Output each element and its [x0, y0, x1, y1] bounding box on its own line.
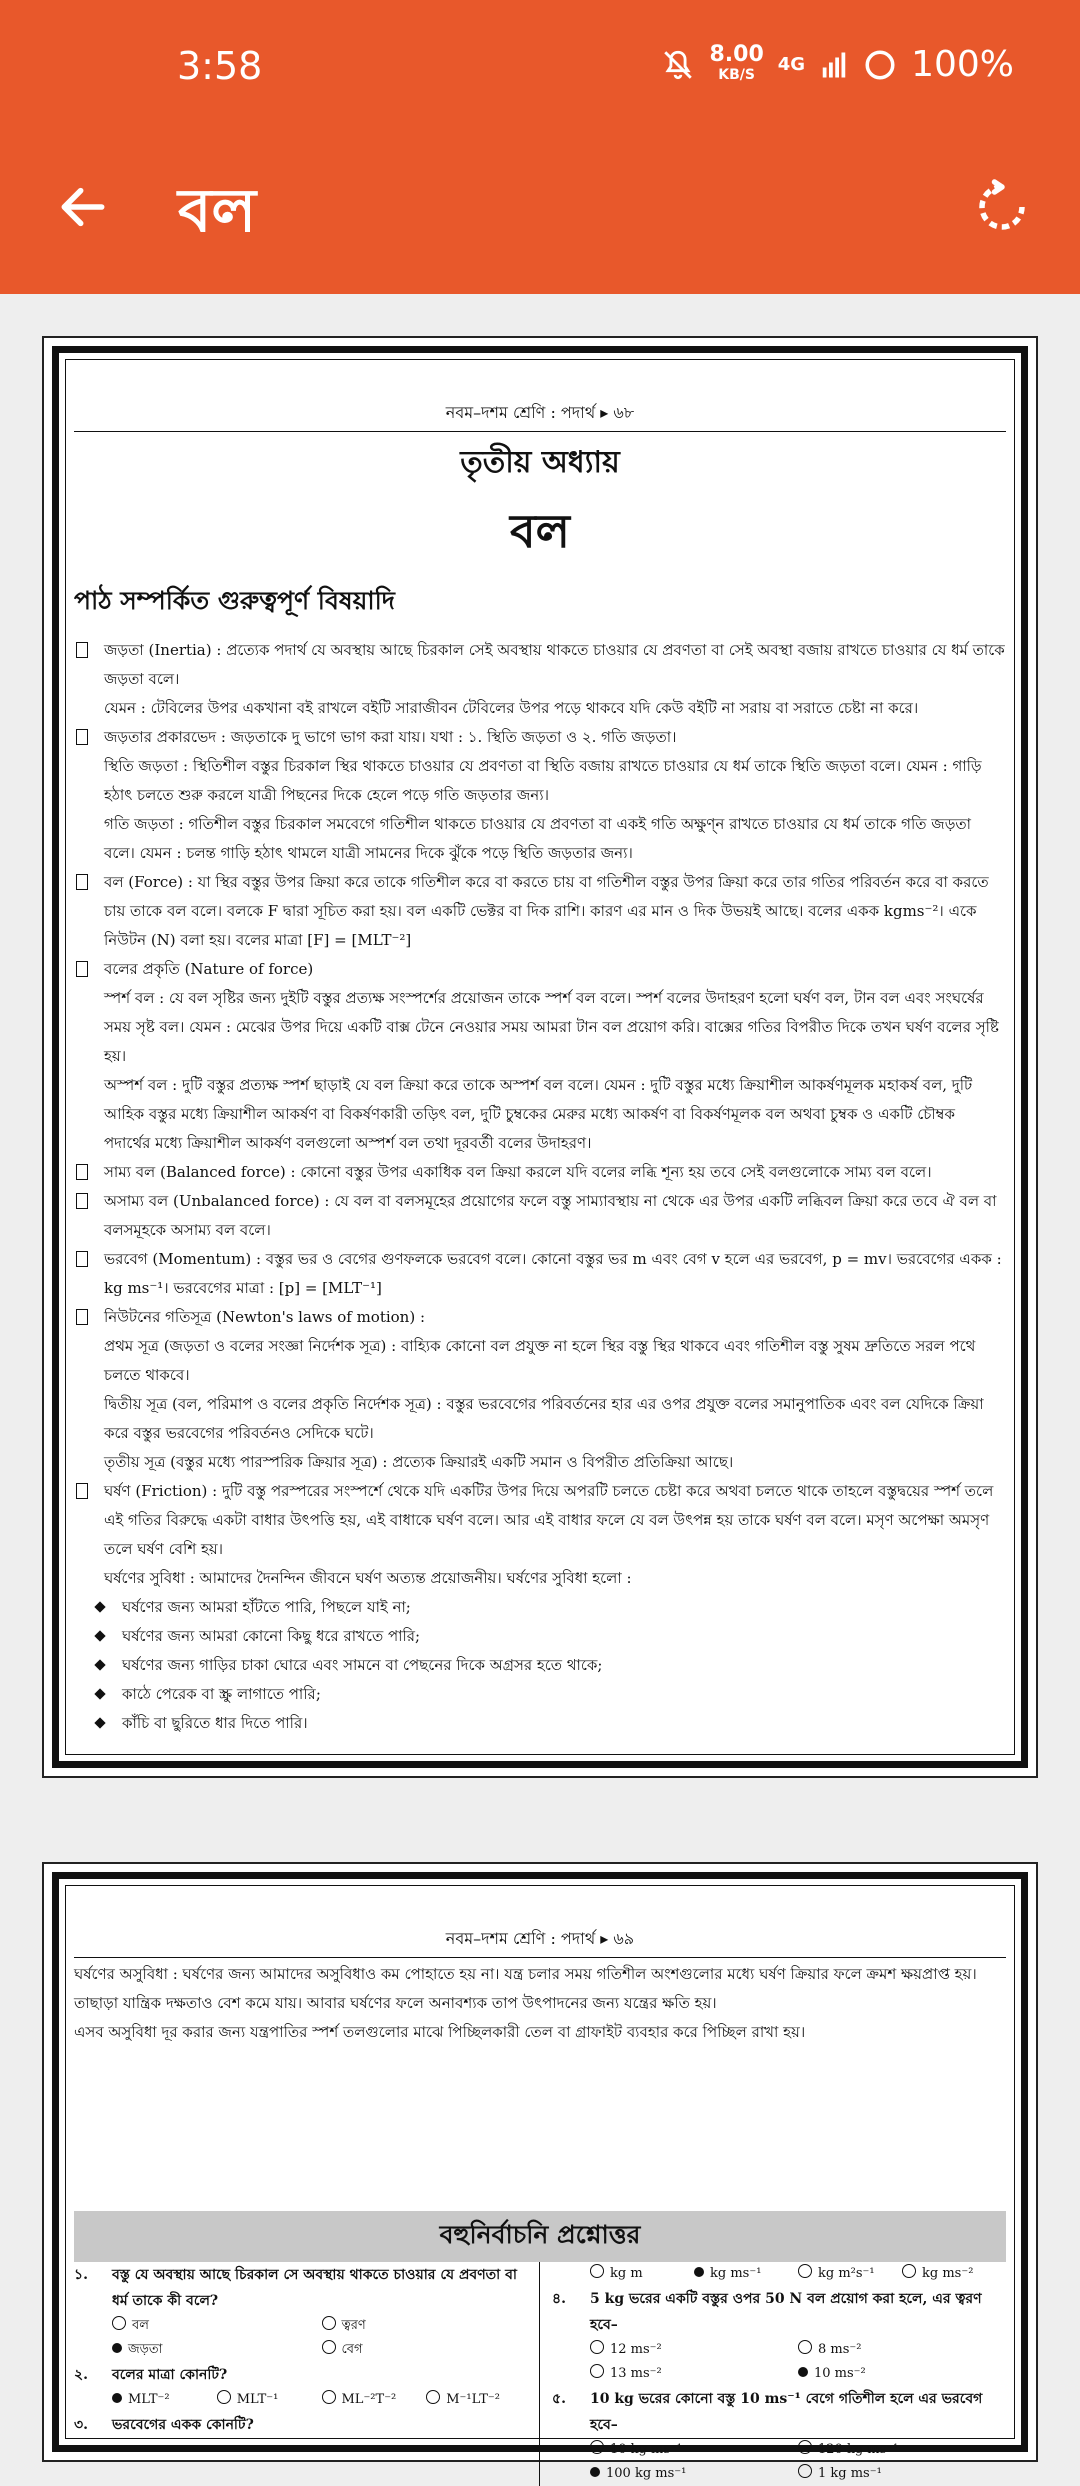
option-circle-icon — [590, 2340, 604, 2354]
question-number: ৪. — [552, 2291, 566, 2307]
option-text: M⁻¹LT⁻² — [446, 2392, 500, 2407]
bullet-item — [74, 1651, 1006, 1680]
answer-option — [112, 2338, 322, 2362]
page-2-content — [74, 1920, 1006, 2486]
option-circle-icon — [902, 2264, 916, 2278]
topic-item — [74, 636, 1006, 723]
topic-text: জড়তা (Inertia) : প্রত্যেক পদার্থ যে অবস্থায় আছে চিরকাল সেই অবস্থায় থাকতে চাওয়ার যে প্রবণতা বা সেই অবস্থা বজায় রাখতে চাওয়ার যে ধর্ম তাকে জড়তা বলে। যেমন : টেবিলের উপর একখানা বই রাখলে বইটি সারাজীবন টেবিলের উপর পড়ে থাকবে যদি কেউ বইটি না সরায় বা সরাতে চেষ্টা না করে। — [104, 641, 1005, 717]
answer-option — [322, 2314, 532, 2338]
app-title: বল — [178, 176, 257, 246]
topic-text: ভরবেগ (Momentum) : বস্তুর ভর ও বেগের গুণফলকে ভরবেগ বলে। কোনো বস্তুর ভর m এবং বেগ v হলে এর ভরবেগ, p = mv। ভরবেগের একক : kg ms⁻¹। ভরবেগের মাত্রা : [p] = [MLT⁻¹] — [104, 1250, 1002, 1297]
checkbox-square-icon — [76, 874, 88, 890]
network-type: 4G — [777, 54, 806, 75]
option-text: 8 ms⁻² — [818, 2342, 862, 2357]
topic-item — [74, 1187, 1006, 1245]
advantages-list — [74, 1593, 1006, 1738]
diamond-bullet-icon — [94, 1630, 105, 1641]
answer-option — [590, 2438, 798, 2462]
option-circle-icon — [798, 2464, 812, 2478]
status-icons — [661, 41, 1014, 85]
checkbox-square-icon — [76, 1193, 88, 1209]
question-text — [74, 2412, 531, 2438]
option-circle-icon — [798, 2340, 812, 2354]
question-label: 5 kg ভরের একটি বস্তুর ওপর 50 N বল প্রয়োগ করা হলে, এর ত্বরণ হবে– — [590, 2291, 982, 2333]
mcq-question — [552, 2386, 1006, 2486]
bullet-text: কাঁচি বা ছুরিতে ধার দিতে পারি। — [122, 1714, 308, 1732]
topic-text: বলের প্রকৃতি (Nature of force) স্পর্শ বল : যে বল সৃষ্টির জন্য দুইটি বস্তুর প্রত্যক্ষ সংস্পর্শের প্রয়োজন তাকে স্পর্শ বল বলে। স্পর্শ বলের উদাহরণ হলো ঘর্ষণ বল, টান বল এবং সংঘর্ষের সময় সৃষ্ট বল। যেমন : মেঝের উপর দিয়ে একটি বাক্স টেনে নেওয়ার সময় আমরা টান বল প্রয়োগ করি। বাক্সের গতির বিপরীত দিকে তখন ঘর্ষণ বলের সৃষ্টি হয়। অস্পর্শ বল : দুটি বস্তুর প্রত্যক্ষ স্পর্শ ছাড়াই যে বল ক্রিয়া করে তাকে অস্পর্শ বল বলে। যেমন : দুটি বস্তুর মধ্যে ক্রিয়াশীল আকর্ষণমূলক মহাকর্ষ বল, দুটি আহিক বস্তুর মধ্যে ক্রিয়াশীল আকর্ষণ বা বিকর্ষণকারী তড়িৎ বল, দুটি চুম্বকের মেরুর মধ্যে আকর্ষণ বা বিকর্ষণমূলক বল অথবা চুম্বক ও একটি চৌম্বক পদার্থের মধ্যে ক্রিয়াশীল আকর্ষণ বলগুলো অস্পর্শ বল তথা দূরবর্তী বলের উদাহরণ। — [104, 960, 999, 1152]
option-text: বল — [132, 2318, 149, 2333]
option-text: 13 ms⁻² — [610, 2366, 662, 2381]
answer-option — [798, 2462, 1006, 2486]
option-text: MLT⁻¹ — [236, 2392, 279, 2407]
mcq-left-column — [74, 2262, 540, 2486]
answer-option — [112, 2388, 217, 2412]
page-1-content — [74, 394, 1006, 1738]
question-number: ১. — [74, 2267, 88, 2283]
answer-option — [798, 2262, 902, 2286]
question-label: বলের মাত্রা কোনটি? — [112, 2367, 228, 2383]
bullet-text: কাঠে পেরেক বা স্ক্রু লাগাতে পারি; — [122, 1685, 321, 1703]
bullet-item — [74, 1709, 1006, 1738]
diamond-bullet-icon — [94, 1601, 105, 1612]
option-text: 10 kg ms⁻¹ — [610, 2442, 683, 2457]
status-time: 3:58 — [177, 44, 263, 88]
topic-item — [74, 1477, 1006, 1593]
option-text: ত্বরণ — [341, 2318, 366, 2333]
back-arrow-icon[interactable] — [55, 179, 111, 235]
mcq-question — [552, 2286, 1006, 2386]
checkbox-square-icon — [76, 1309, 88, 1325]
filled-circle-icon — [590, 2467, 600, 2477]
speed-unit: KB/S — [718, 66, 755, 83]
mcq-columns — [74, 2262, 1006, 2486]
answer-option — [694, 2262, 798, 2286]
option-text: kg m²s⁻¹ — [818, 2266, 875, 2281]
topic-text: ঘর্ষণ (Friction) : দুটি বস্তু পরস্পরের সংস্পর্শে থেকে যদি একটির উপর দিয়ে অপরটি চলতে চেষ্টা করে অথবা চলতে থাকে তাহলে বস্তুদ্বয়ের স্পর্শ তলে এই গতির বিরুদ্ধে একটা বাধার উৎপত্তি হয়, এই বাধাকে ঘর্ষণ বলে। আর এই বাধার ফলে যে বল উৎপন্ন হয় তাকে ঘর্ষণ বল বলে। মসৃণ অপেক্ষা অমসৃণ তলে ঘর্ষণ বেশি হয়। ঘর্ষণের সুবিধা : আমাদের দৈনন্দিন জীবনে ঘর্ষণ অত্যন্ত প্রয়োজনীয়। ঘর্ষণের সুবিধা হলো : — [104, 1482, 994, 1587]
topic-item — [74, 1303, 1006, 1477]
question-label: ভরবেগের একক কোনটি? — [112, 2417, 254, 2433]
option-circle-icon — [798, 2440, 812, 2454]
app-bar — [0, 137, 1080, 294]
topic-item — [74, 955, 1006, 1158]
mcq-title: বহুনির্বাচনি প্রশ্নোত্তর — [74, 2211, 1006, 2262]
topic-text: অসাম্য বল (Unbalanced force) : যে বল বা বলসমূহের প্রয়োগের ফলে বস্তু সাম্যাবস্থায় না থেকে এর উপর একটি লব্ধিবল ক্রিয়া করে তবে ঐ বল বা বলসমূহকে অসাম্য বল বলে। — [104, 1192, 997, 1239]
option-circle-icon — [322, 2316, 336, 2330]
document-page-2 — [42, 1862, 1038, 2481]
answer-option — [322, 2338, 532, 2362]
network-speed — [709, 41, 764, 85]
checkbox-square-icon — [76, 1251, 88, 1267]
bullet-item — [74, 1680, 1006, 1709]
checkbox-square-icon — [76, 642, 88, 658]
option-text: 100 kg ms⁻¹ — [606, 2466, 687, 2481]
option-text: 1 kg ms⁻¹ — [818, 2466, 882, 2481]
chapter-title: তৃতীয় অধ্যায় — [460, 445, 620, 480]
checkbox-square-icon — [76, 1483, 88, 1499]
checkbox-square-icon — [76, 1164, 88, 1180]
bullet-item — [74, 1622, 1006, 1651]
question-text — [74, 2262, 531, 2314]
answer-option — [112, 2314, 322, 2338]
answer-option — [798, 2362, 1006, 2386]
topic-text: বল (Force) : যা স্থির বস্তুর উপর ক্রিয়া করে তাকে গতিশীল করে বা করতে চায় বা গতিশীল বস্তুর উপর ক্রিয়া করে তার গতির পরিবর্তন করে বা করতে চায় তাকে বল বলে। বলকে F দ্বারা সূচিত করা হয়। বল একটি ভেক্টর বা দিক রাশি। কারণ এর মান ও দিক উভয়ই আছে। বলের একক kgms⁻²। একে নিউটন (N) বলা হয়। বলের মাত্রা [F] = [MLT⁻²] — [104, 873, 989, 949]
answer-option — [217, 2388, 322, 2412]
mcq-question — [74, 2262, 531, 2362]
question-number: ২. — [74, 2367, 88, 2383]
option-text: MLT⁻² — [128, 2392, 170, 2407]
answer-option — [902, 2262, 1006, 2286]
friction-disadvantages-text: ঘর্ষণের অসুবিধা : ঘর্ষণের জন্য আমাদের অসুবিধাও কম পোহাতে হয় না। যন্ত্র চলার সময় গতিশীল অংশগুলোর মধ্যে ঘর্ষণ ক্রিয়ার ফলে ক্রমশ ক্ষয়প্রাপ্ত হয়। তাছাড়া যান্ত্রিক দক্ষতাও বেশ কমে যায়। আবার ঘর্ষণের ফলে অনাবশ্যক তাপ উৎপাদনের জন্য যন্ত্রের ক্ষতি হয়। এসব অসুবিধা দূর করার জন্য যন্ত্রপাতির স্পর্শ তলগুলোর মাঝে পিচ্ছিলকারী তেল বা গ্রাফাইট ব্যবহার করে পিচ্ছিল রাখা হয়। — [74, 1957, 1006, 2047]
option-circle-icon — [112, 2316, 126, 2330]
signal-icon — [819, 50, 849, 80]
document-page-1 — [42, 336, 1038, 1778]
topic-item — [74, 1245, 1006, 1303]
option-text: kg ms⁻² — [922, 2266, 974, 2281]
topic-text: নিউটনের গতিসূত্র (Newton's laws of motion) : প্রথম সূত্র (জড়তা ও বলের সংজ্ঞা নির্দেশক সূত্র) : বাহ্যিক কোনো বল প্রযুক্ত না হলে স্থির বস্তু স্থির থাকবে এবং গতিশীল বস্তু সুষম দ্রুতিতে সরল পথে চলতে থাকবে। দ্বিতীয় সূত্র (বল, পরিমাপ ও বলের প্রকৃতি নির্দেশক সূত্র) : বস্তুর ভরবেগের পরিবর্তনের হার এর ওপর প্রযুক্ত বলের সমানুপাতিক এবং বল যেদিকে ক্রিয়া করে বস্তুর ভরবেগের পরিবর্তনও সেদিকে ঘটে। তৃতীয় সূত্র (বস্তুর মধ্যে পারস্পরিক ক্রিয়ার সূত্র) : প্রত্যেক ক্রিয়ারই একটি সমান ও বিপরীত প্রতিক্রিয়া আছে। — [104, 1308, 984, 1471]
battery-icon — [863, 48, 897, 82]
topic-item — [74, 868, 1006, 955]
option-circle-icon — [590, 2440, 604, 2454]
topic-text: জড়তার প্রকারভেদ : জড়তাকে দু ভাগে ভাগ করা যায়। যথা : ১. স্থিতি জড়তা ও ২. গতি জড়তা। স্থিতি জড়তা : স্থিতিশীল বস্তুর চিরকাল স্থির থাকতে চাওয়ার যে প্রবণতা বা স্থিতি বজায় রাখতে চাওয়ার যে ধর্ম তাকে স্থিতি জড়তা বলে। যেমন : গাড়ি হঠাৎ চলতে শুরু করলে যাত্রী পিছনের দিকে হেলে পড়ে গতি জড়তার জন্য। গতি জড়তা : গতিশীল বস্তুর চিরকাল সমবেগে গতিশীল থাকতে চাওয়ার যে প্রবণতা বা একই গতি অক্ষুণ্ন রাখতে চাওয়ার যে ধর্ম তাকে গতি জড়তা বলে। যেমন : চলন্ত গাড়ি হঠাৎ থামলে যাত্রী সামনের দিকে ঝুঁকে পড়ে স্থিতি জড়তার জন্য। — [104, 728, 982, 862]
answer-option — [590, 2362, 798, 2386]
answer-option — [798, 2438, 1006, 2462]
diamond-bullet-icon — [94, 1717, 105, 1728]
topic-text: সাম্য বল (Balanced force) : কোনো বস্তুর উপর একাধিক বল ক্রিয়া করলে যদি বলের লব্ধি শূন্য হয় তবে সেই বলগুলোকে সাম্য বল বলে। — [104, 1163, 932, 1181]
checkbox-square-icon — [76, 961, 88, 977]
topic-list — [74, 636, 1006, 1593]
speed-value: 8.00 — [709, 41, 764, 67]
mcq-question — [552, 2262, 1006, 2286]
bullet-item — [74, 1593, 1006, 1622]
option-circle-icon — [217, 2390, 231, 2404]
option-text: 10 ms⁻² — [814, 2366, 866, 2381]
page-header: নবম–দশম শ্রেণি : পদার্থ ▸ ৬৮ — [74, 394, 1006, 432]
bullet-text: ঘর্ষণের জন্য গাড়ির চাকা ঘোরে এবং সামনে বা পেছনের দিকে অগ্রসর হতে থাকে; — [122, 1656, 603, 1674]
option-text: বেগ — [341, 2342, 363, 2357]
question-number: ৩. — [74, 2417, 88, 2433]
battery-level: 100% — [911, 44, 1014, 85]
option-text: জড়তা — [128, 2342, 163, 2357]
topic-item — [74, 1158, 1006, 1187]
rotate-icon[interactable] — [972, 177, 1032, 237]
page-header: নবম–দশম শ্রেণি : পদার্থ ▸ ৬৯ — [445, 1929, 635, 1948]
mute-icon — [661, 48, 695, 82]
option-text: ML⁻²T⁻² — [341, 2392, 397, 2407]
question-text — [552, 2386, 1006, 2438]
option-text: 120 kg ms⁻¹ — [818, 2442, 899, 2457]
diamond-bullet-icon — [94, 1688, 105, 1699]
answer-option — [426, 2388, 531, 2412]
answer-option — [322, 2388, 427, 2412]
answer-option — [590, 2262, 694, 2286]
option-circle-icon — [322, 2390, 336, 2404]
filled-circle-icon — [798, 2367, 808, 2377]
answer-option — [590, 2462, 798, 2486]
checkbox-square-icon — [76, 729, 88, 745]
section-heading: পাঠ সম্পর্কিত গুরুত্বপূর্ণ বিষয়াদি — [74, 586, 395, 615]
mcq-question — [74, 2412, 531, 2438]
diamond-bullet-icon — [94, 1659, 105, 1670]
question-text — [74, 2362, 531, 2388]
option-circle-icon — [322, 2340, 336, 2354]
mcq-question — [74, 2362, 531, 2412]
mcq-right-column — [540, 2262, 1006, 2486]
question-label: বস্তু যে অবস্থায় আছে চিরকাল সে অবস্থায় থাকতে চাওয়ার যে প্রবণতা বা ধর্ম তাকে কী বলে? — [112, 2267, 517, 2309]
bullet-text: ঘর্ষণের জন্য আমরা কোনো কিছু ধরে রাখতে পারি; — [122, 1627, 421, 1645]
bullet-text: ঘর্ষণের জন্য আমরা হাঁটতে পারি, পিছলে যাই না; — [122, 1598, 411, 1616]
option-text: kg ms⁻¹ — [710, 2266, 762, 2281]
option-circle-icon — [590, 2364, 604, 2378]
option-circle-icon — [590, 2264, 604, 2278]
option-circle-icon — [798, 2264, 812, 2278]
filled-circle-icon — [694, 2267, 704, 2277]
filled-circle-icon — [112, 2343, 122, 2353]
page-title: বল — [510, 504, 570, 558]
option-text: kg m — [610, 2266, 643, 2281]
question-number: ৫. — [552, 2391, 566, 2407]
option-circle-icon — [426, 2390, 440, 2404]
question-label: 10 kg ভরের কোনো বস্তু 10 ms⁻¹ বেগে গতিশীল হলে এর ভরবেগ হবে– — [590, 2391, 983, 2433]
question-text — [552, 2286, 1006, 2338]
topic-item — [74, 723, 1006, 868]
answer-option — [590, 2338, 798, 2362]
status-bar — [0, 0, 1080, 137]
filled-circle-icon — [112, 2393, 122, 2403]
answer-option — [798, 2338, 1006, 2362]
option-text: 12 ms⁻² — [610, 2342, 662, 2357]
